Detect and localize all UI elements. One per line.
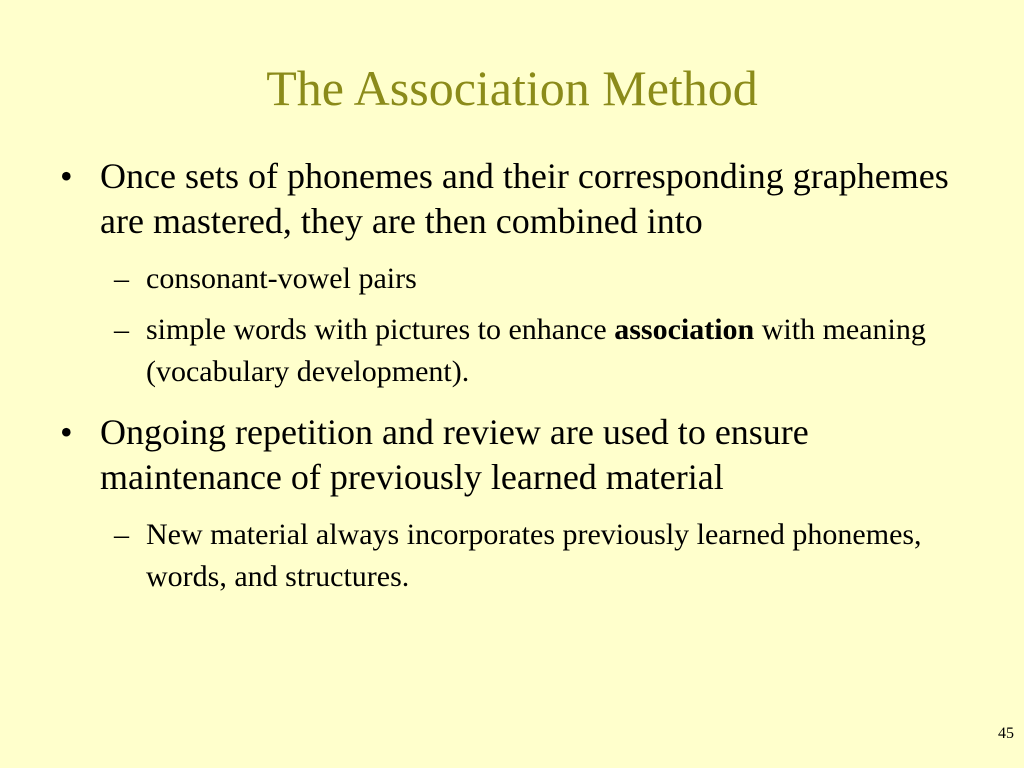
bullet-1 bbox=[56, 154, 996, 393]
slide-title: The Association Method bbox=[266, 60, 758, 116]
dash-icon: – bbox=[114, 313, 129, 346]
bullet-icon: • bbox=[60, 156, 73, 196]
bullet-1-text: Once sets of phonemes and their corresponding graphemes are mastered, they are then combined into bbox=[100, 156, 949, 241]
sub-bullet-1-2 bbox=[100, 309, 996, 393]
bullet-2 bbox=[56, 410, 996, 598]
dash-icon: – bbox=[114, 262, 129, 295]
sub-bullet-1-1-text: consonant-vowel pairs bbox=[146, 262, 417, 295]
bullet-icon: • bbox=[60, 412, 73, 452]
bullet-2-text: Ongoing repetition and review are used to ensure maintenance of previously learned material bbox=[100, 412, 809, 497]
sub-bullet-2-1 bbox=[100, 514, 996, 598]
dash-icon: – bbox=[114, 518, 129, 551]
bullet-2-sublist bbox=[100, 514, 996, 598]
page-number: 45 bbox=[998, 725, 1014, 742]
sub-bullet-1-2-pre: simple words with pictures to enhance bbox=[146, 313, 615, 346]
bullet-1-sublist bbox=[100, 258, 996, 393]
sub-bullet-2-1-text: New material always incorporates previously learned phonemes, words, and structures. bbox=[146, 518, 922, 593]
sub-bullet-1-2-post: with meaning (vocabulary development). bbox=[146, 313, 926, 388]
sub-bullet-1-2-text bbox=[146, 309, 996, 393]
sub-bullet-1-1 bbox=[100, 258, 996, 300]
slide-body bbox=[56, 154, 996, 615]
emphasis-association: association bbox=[614, 313, 755, 346]
